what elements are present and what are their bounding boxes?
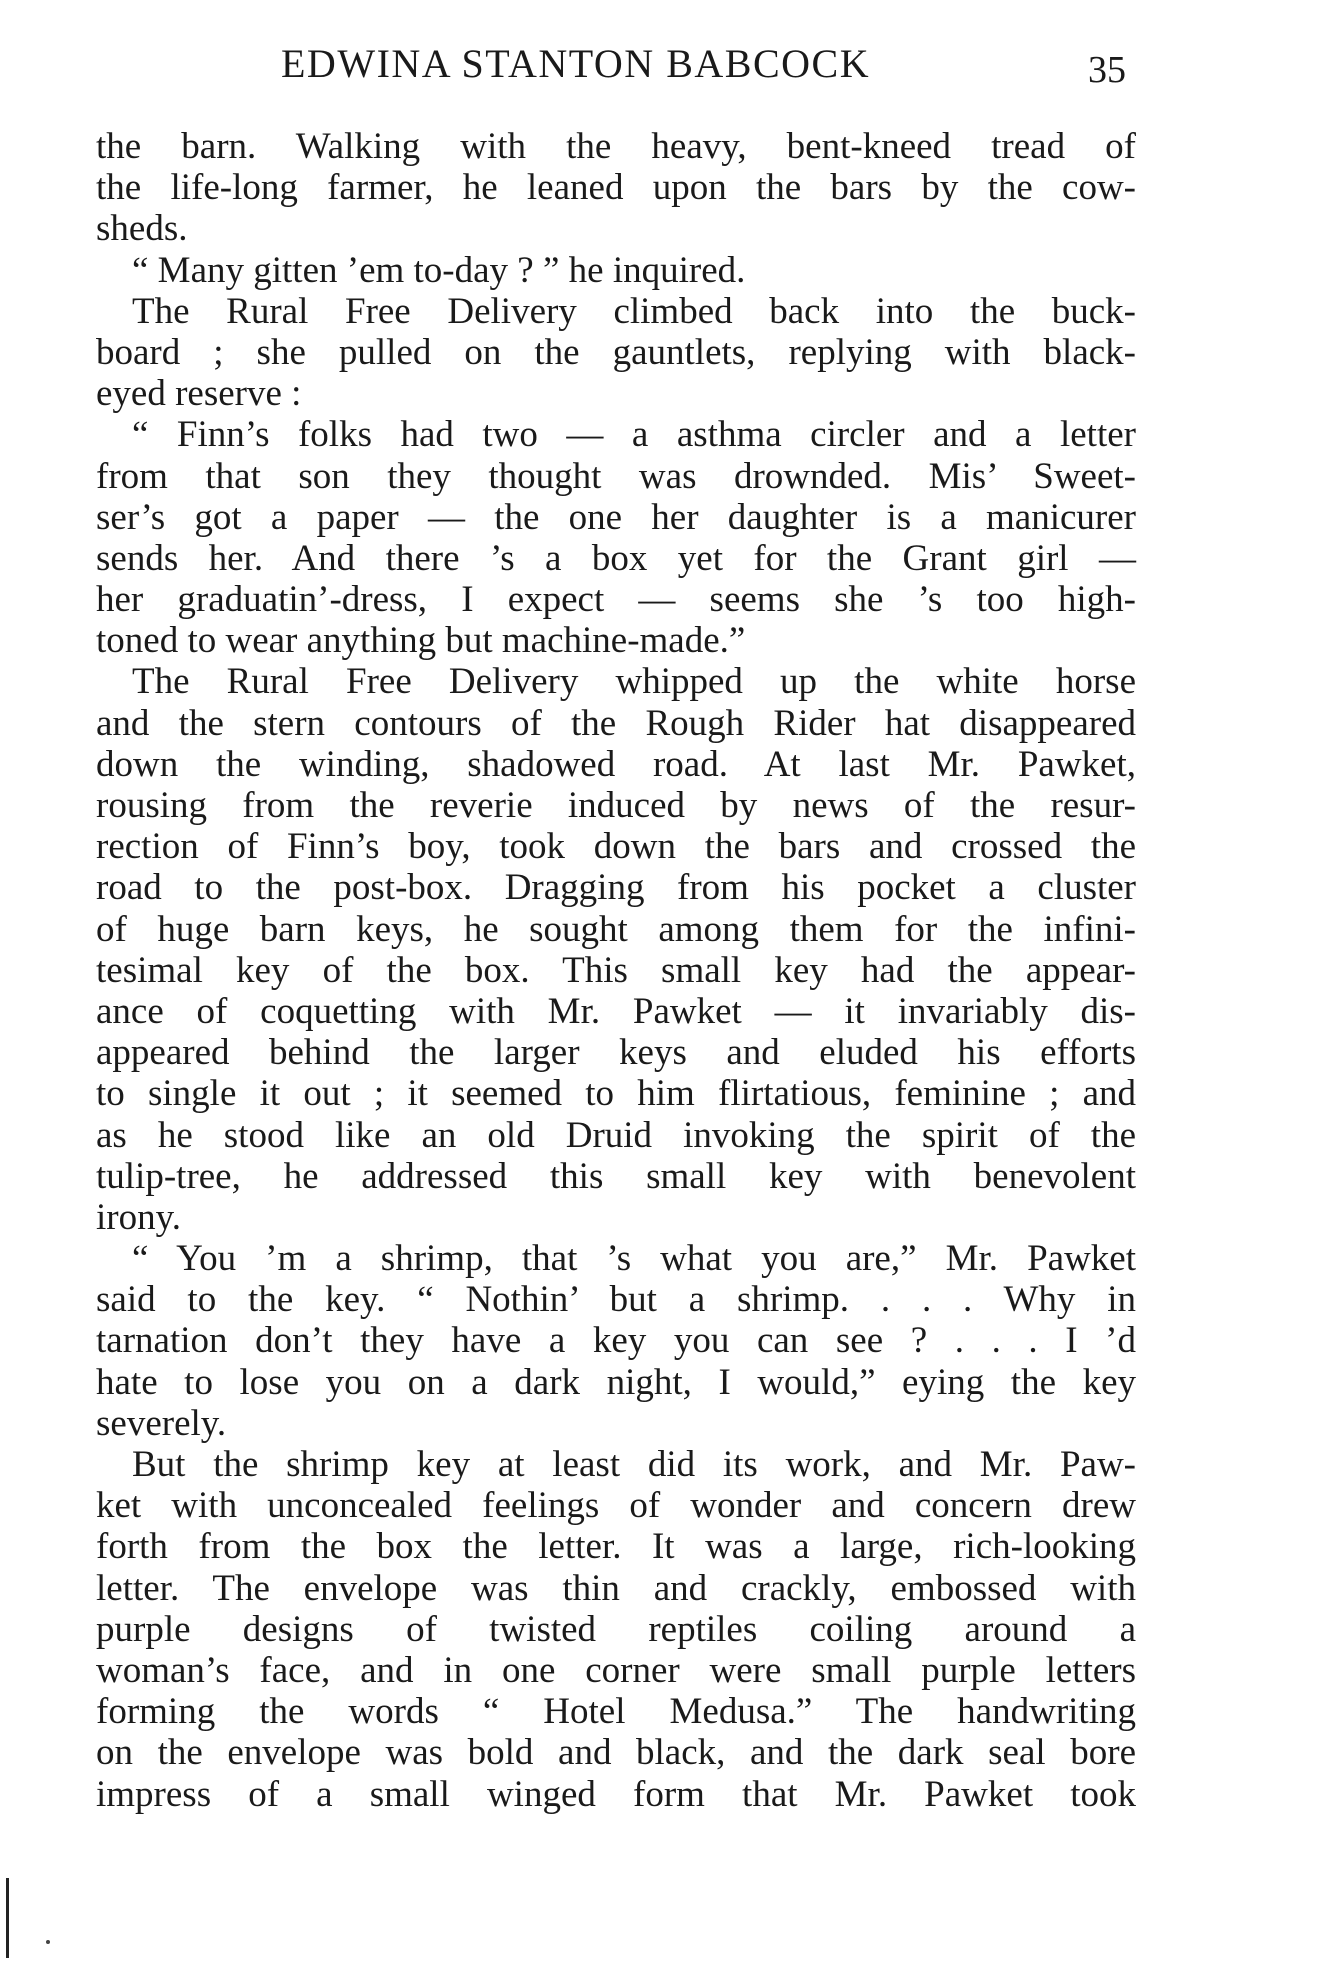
scan-margin-mark: [6, 1878, 9, 1958]
text-line: “ Finn’s folks had two — a asthma circler and a letter: [132, 414, 1136, 456]
text-line: from that son they thought was drownded. Mis’ Sweet-: [96, 455, 1136, 497]
text-line: forth from the box the letter. It was a large, rich-looking: [96, 1526, 1136, 1568]
text-line: the life-long farmer, he leaned upon the bars by the cow-: [96, 167, 1136, 209]
text-line: irony.: [96, 1196, 181, 1238]
text-line: on the envelope was bold and black, and the dark seal bore: [96, 1732, 1136, 1774]
text-line: appeared behind the larger keys and eluded his efforts: [96, 1032, 1136, 1074]
text-line: hate to lose you on a dark night, I would,” eying the key: [96, 1361, 1136, 1403]
text-line: purple designs of twisted reptiles coiling around a: [96, 1608, 1136, 1650]
text-line: as he stood like an old Druid invoking the spirit of the: [96, 1114, 1136, 1156]
text-line: rousing from the reverie induced by news of the resur-: [96, 785, 1136, 826]
text-line: toned to wear anything but machine-made.”: [96, 620, 746, 662]
text-line: forming the words “ Hotel Medusa.” The handwriting: [96, 1691, 1136, 1733]
text-line: sends her. And there ’s a box yet for the Grant girl —: [96, 537, 1136, 579]
text-line: her graduatin’-dress, I expect — seems she ’s too high-: [96, 579, 1136, 621]
text-line: tarnation don’t they have a key you can see ? . . . I ’d: [96, 1320, 1136, 1362]
text-line: letter. The envelope was thin and crackly, embossed with: [96, 1567, 1136, 1609]
text-line: tulip-tree, he addressed this small key with benevolent: [96, 1155, 1136, 1197]
text-line: ser’s got a paper — the one her daughter is a manicurer: [96, 496, 1136, 538]
text-line: tesimal key of the box. This small key had the appear-: [96, 949, 1136, 991]
scan-margin-dot: [46, 1940, 50, 1944]
text-line: and the stern contours of the Rough Rider hat disappeared: [96, 702, 1136, 744]
page-number: 35: [1088, 49, 1126, 91]
text-line: road to the post-box. Dragging from his pocket a cluster: [96, 867, 1136, 909]
page-header: [96, 40, 1126, 100]
text-line: The Rural Free Delivery climbed back into the buck-: [132, 290, 1136, 332]
text-line: The Rural Free Delivery whipped up the white horse: [132, 661, 1136, 703]
running-head: EDWINA STANTON BABCOCK: [281, 41, 871, 86]
text-line: board ; she pulled on the gauntlets, replying with black-: [96, 331, 1136, 373]
text-line: said to the key. “ Nothin’ but a shrimp. . . . Why in: [96, 1279, 1136, 1321]
text-line: ance of coquetting with Mr. Pawket — it invariably dis-: [96, 990, 1136, 1032]
text-line: rection of Finn’s boy, took down the bars and crossed the: [96, 826, 1136, 868]
text-line: of huge barn keys, he sought among them for the infini-: [96, 908, 1136, 950]
text-line: severely.: [96, 1402, 227, 1444]
text-line: eyed reserve :: [96, 373, 302, 415]
text-line: But the shrimp key at least did its work, and Mr. Paw-: [132, 1444, 1136, 1485]
text-line: impress of a small winged form that Mr. Pawket took: [96, 1773, 1136, 1815]
text-line: the barn. Walking with the heavy, bent-kneed tread of: [96, 126, 1136, 167]
text-line: ket with unconcealed feelings of wonder and concern drew: [96, 1485, 1136, 1527]
text-line: to single it out ; it seemed to him flirtatious, feminine ; and: [96, 1073, 1136, 1115]
body-text: [96, 126, 1136, 1815]
text-line: down the winding, shadowed road. At last Mr. Pawket,: [96, 743, 1136, 785]
text-line: “ Many gitten ’em to-day ? ” he inquired.: [132, 249, 746, 291]
text-line: woman’s face, and in one corner were small purple letters: [96, 1649, 1136, 1691]
text-line: sheds.: [96, 208, 188, 250]
text-line: “ You ’m a shrimp, that ’s what you are,” Mr. Pawket: [132, 1238, 1136, 1280]
